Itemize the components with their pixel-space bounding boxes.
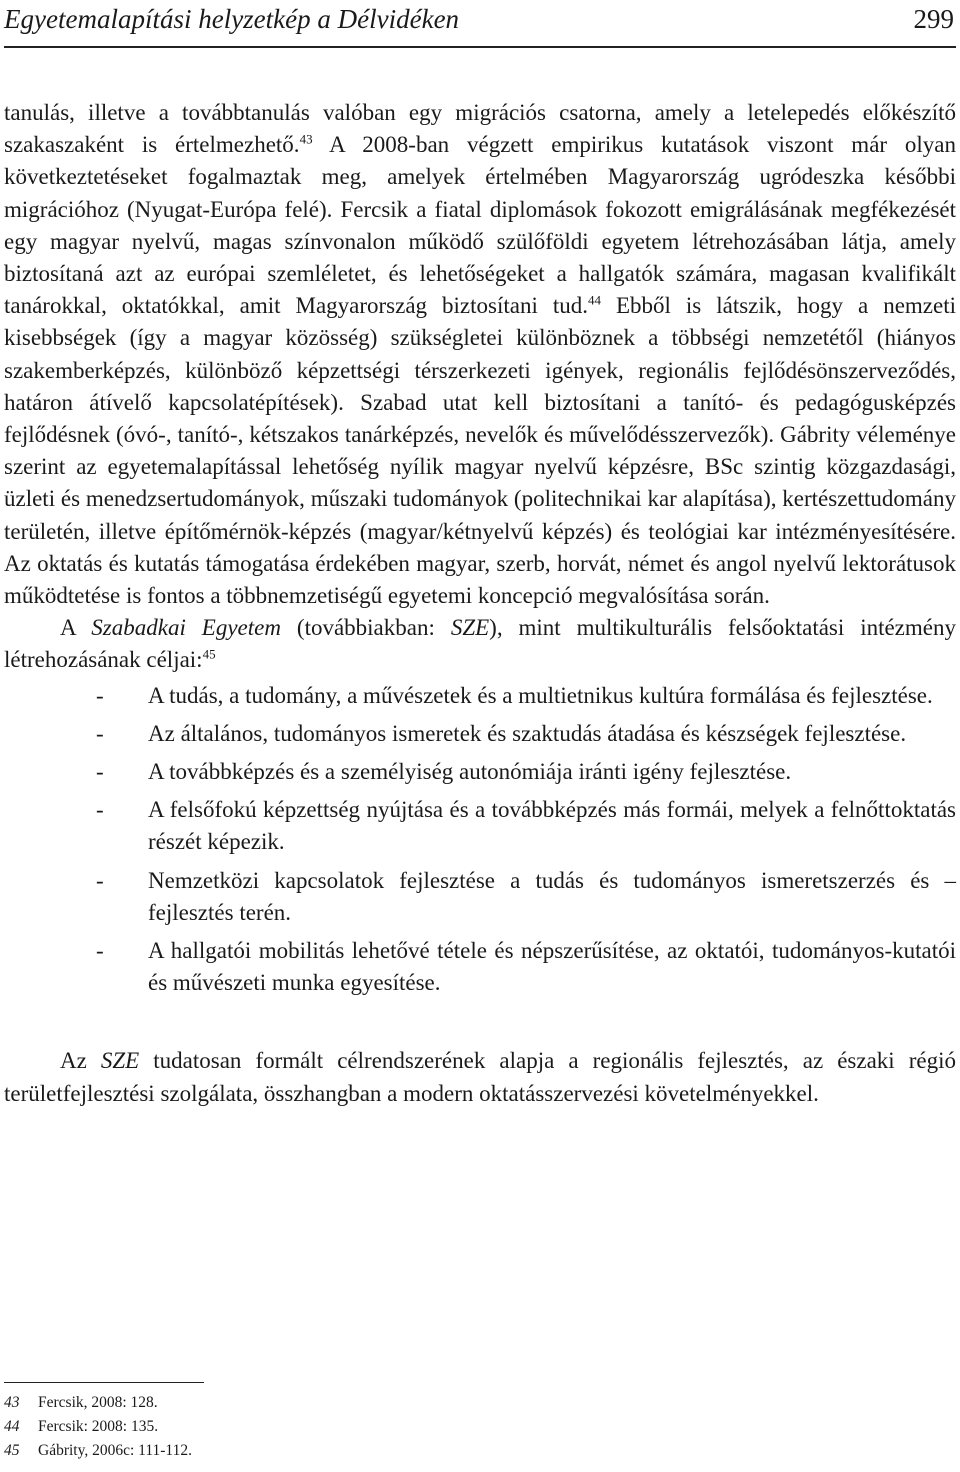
footnote <box>4 1415 192 1439</box>
list-item-text: Nemzetközi kapcsolatok fejlesztése a tudás és tudományos ismeretszerzés és –fejlesztés terén. <box>148 867 956 925</box>
header-rule <box>4 46 956 48</box>
paragraph-2 <box>4 612 956 676</box>
dash-bullet: - <box>96 682 104 708</box>
footnote-number: 43 <box>4 1394 20 1411</box>
dash-bullet: - <box>96 720 104 746</box>
list-item-text: A tudás, a tudomány, a művészetek és a multietnikus kultúra formálása és fejlesztése. <box>148 682 933 708</box>
footnote-number: 45 <box>4 1442 20 1459</box>
paragraph-1-text-b: A 2008-ban végzett empirikus kutatások viszont már olyan következtetéseket fogalmaztak meg, amelyek értelmében Magyarország ugródeszka későbbi migrációhoz (Nyugat-Európa felé). Fercsik a fiatal diplomások fokozott emigrálásának megfékezését egy magyar nyelvű, magas színvonalon működő szülőföldi egyetem létrehozásában látja, amely biztosítaná azt az európai szemléletet, és lehetőségeket a hallgatók számára, magasan kvalifikált tanárokkal, oktatókkal, amit Magyarország biztosítani tud. <box>4 132 956 319</box>
running-title: Egyetemalapítási helyzetkép a Délvidéken <box>4 4 460 34</box>
footnote-number: 44 <box>4 1418 20 1435</box>
paragraph-2-text-a: A <box>60 615 92 641</box>
footnote-text: Fercsik, 2008: 128. <box>38 1394 158 1411</box>
page-header <box>4 0 956 48</box>
list-item-text: A felsőfokú képzettség nyújtása és a továbbképzés más formái, melyek a felnőttoktatás részét képezik. <box>148 797 956 855</box>
sze-abbreviation: SZE <box>100 1048 140 1074</box>
list-item-text: A továbbképzés és a személyiség autonómiája iránti igény fejlesztése. <box>148 759 792 785</box>
page-number: 299 <box>913 4 954 34</box>
paragraph-1 <box>4 97 956 612</box>
list-item <box>4 718 956 750</box>
footnote <box>4 1439 192 1463</box>
list-item-text: A hallgatói mobilitás lehetővé tétele és népszerűsítése, az oktatói, tudományos-kutatói és művészeti munka egyesítése. <box>148 938 956 996</box>
dash-bullet: - <box>96 759 104 785</box>
university-name: Szabadkai Egyetem <box>91 615 281 641</box>
list-item <box>4 756 956 788</box>
sze-abbreviation: SZE <box>450 615 490 641</box>
footnote <box>4 1391 192 1415</box>
goals-list <box>4 680 956 1000</box>
footnote-ref-44[interactable]: 44 <box>588 292 601 308</box>
footnote-text: Fercsik: 2008: 135. <box>38 1418 159 1435</box>
list-item-text: Az általános, tudományos ismeretek és szaktudás átadása és készségek fejlesztése. <box>148 720 907 746</box>
paragraph-2-text-b: (továbbiakban: <box>280 615 451 641</box>
body-text <box>4 97 956 1110</box>
footnote-text: Gábrity, 2006c: 111-112. <box>38 1442 192 1459</box>
dash-bullet: - <box>96 938 104 964</box>
list-item <box>4 680 956 712</box>
dash-bullet: - <box>96 867 104 893</box>
paragraph-3 <box>4 1045 956 1109</box>
list-item <box>4 935 956 999</box>
paragraph-3-text-b: tudatosan formált célrendszerének alapja a regionális fejlesztés, az északi régió területfejlesztési szolgálata, összhangban a modern oktatásszervezési követelményekkel. <box>4 1048 956 1106</box>
paragraph-1-text-c: Ebből is látszik, hogy a nemzeti kisebbségek (így a magyar közösség) szükségletei különböznek a többségi nemzetétől (hiányos szakemberképzés, különböző képzettségi térszerkezeti igények, regionális fejlődésönszerveződés, határon átívelő kapcsolatépítések). Szabad utat kell biztosítani a tanító- és pedagógusképzés fejlődésnek (óvó-, tanító-, kétszakos tanárképzés, nevelők és művelődésszervezők). Gábrity véleménye szerint az egyetemalapítással lehetőség nyílik magyar nyelvű képzésre, BSc szintig közgazdasági, üzleti és menedzsertudományok, műszaki tudományok (politechnikai kar alapítása), kertészettudomány területén, illetve építőmérnök-képzés (magyar/kétnyelvű képzés) és teológiai kar intézményesítésére. Az oktatás és kutatás támogatása érdekében magyar, szerb, horvát, német és angol nyelvű lektorátusok működtetése is fontos a többnemzetiségű egyetemi koncepció megvalósítása során. <box>4 293 957 609</box>
paragraph-2-text-c: ), mint multikulturális felsőoktatási intézmény létrehozásának céljai: <box>4 615 956 673</box>
list-item <box>4 794 956 858</box>
list-item <box>4 865 956 929</box>
footnote-rule <box>4 1382 204 1383</box>
paragraph-1-text-a: tanulás, illetve a továbbtanulás valóban egy migrációs csatorna, amely a letelepedés előkészítő szakaszaként is értelmezhető. <box>4 100 956 158</box>
paragraph-3-text-a: Az <box>60 1048 101 1074</box>
spacer <box>4 1005 956 1045</box>
footnotes <box>4 1391 192 1463</box>
footnote-ref-45[interactable]: 45 <box>202 646 216 662</box>
footnote-ref-43[interactable]: 43 <box>299 131 313 147</box>
dash-bullet: - <box>96 797 104 823</box>
